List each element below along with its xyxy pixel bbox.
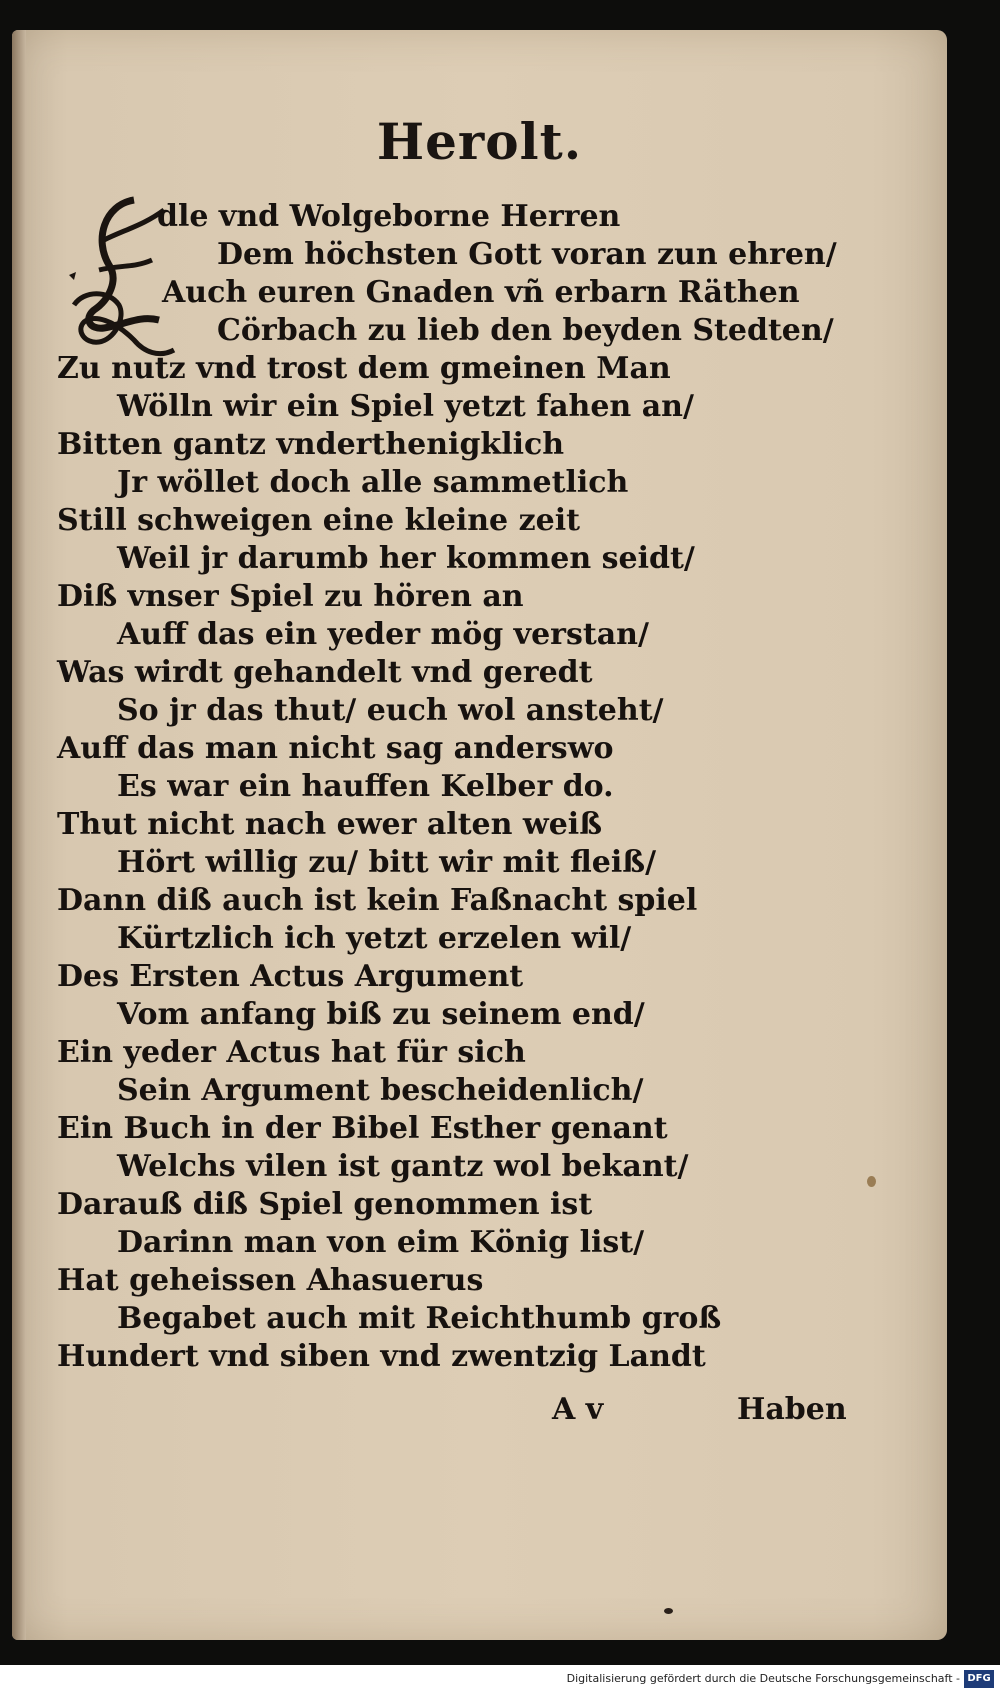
credit-bar	[0, 1665, 1000, 1695]
verse-line: Hört willig zu/ bitt wir mit fleiß/	[117, 845, 657, 880]
funding-credit: Digitalisierung gefördert durch die Deutsche Forschungsgemeinschaft -	[566, 1672, 960, 1685]
verse-line: Begabet auch mit Reichthumb groß	[117, 1301, 722, 1336]
verse-line: dle vnd Wolgeborne Herren	[157, 199, 621, 234]
verse-line: Kürtzlich ich yetzt erzelen wil/	[117, 921, 632, 956]
verse-line: Diß vnser Spiel zu hören an	[57, 579, 524, 614]
verse-line: Still schweigen eine kleine zeit	[57, 503, 580, 538]
verse-line: Ein yeder Actus hat für sich	[57, 1035, 526, 1070]
verse-line: Hundert vnd siben vnd zwentzig Landt	[57, 1339, 706, 1374]
verse-line: Darauß diß Spiel genommen ist	[57, 1187, 593, 1222]
verse-line: Auff das ein yeder mög verstan/	[117, 617, 649, 652]
verse-line: Des Ersten Actus Argument	[57, 959, 524, 994]
signature-mark: A v	[552, 1392, 604, 1427]
verse-line: Es war ein hauffen Kelber do.	[117, 769, 614, 804]
verse-line: Dann diß auch ist kein Faßnacht spiel	[57, 883, 698, 918]
verse-line: Darinn man von eim König list/	[117, 1225, 645, 1260]
book-page	[12, 30, 947, 1640]
verse-line: Was wirdt gehandelt vnd geredt	[57, 655, 593, 690]
paper-stain	[867, 1176, 876, 1187]
verse-line: Hat geheissen Ahasuerus	[57, 1263, 484, 1298]
verse-line: Welchs vilen ist gantz wol bekant/	[117, 1149, 689, 1184]
dfg-logo: DFG	[964, 1670, 994, 1688]
verse-line: Thut nicht nach ewer alten weiß	[57, 807, 602, 842]
verse-line: Cörbach zu lieb den beyden Stedten/	[217, 313, 834, 348]
verse-line: Auff das man nicht sag anderswo	[57, 731, 614, 766]
verse-line: Vom anfang biß zu seinem end/	[117, 997, 645, 1032]
verse-line: Weil jr darumb her kommen seidt/	[117, 541, 695, 576]
verse-line: Bitten gantz vnderthenigklich	[57, 427, 565, 462]
verse-line: Dem höchsten Gott voran zun ehren/	[217, 237, 837, 272]
page-heading: Herolt.	[376, 112, 583, 171]
verse-line: Zu nutz vnd trost dem gmeinen Man	[57, 351, 671, 386]
verse-line: Jr wöllet doch alle sammetlich	[117, 465, 629, 500]
verse-line: Wölln wir ein Spiel yetzt fahen an/	[117, 389, 694, 424]
verse-line: Ein Buch in der Bibel Esther genant	[57, 1111, 668, 1146]
verse-line: Sein Argument bescheidenlich/	[117, 1073, 644, 1108]
verse-line: Auch euren Gnaden vñ erbarn Räthen	[162, 275, 800, 310]
verse-line: So jr das thut/ euch wol ansteht/	[117, 693, 664, 728]
ink-dot	[664, 1608, 673, 1614]
catchword: Haben	[737, 1392, 847, 1427]
